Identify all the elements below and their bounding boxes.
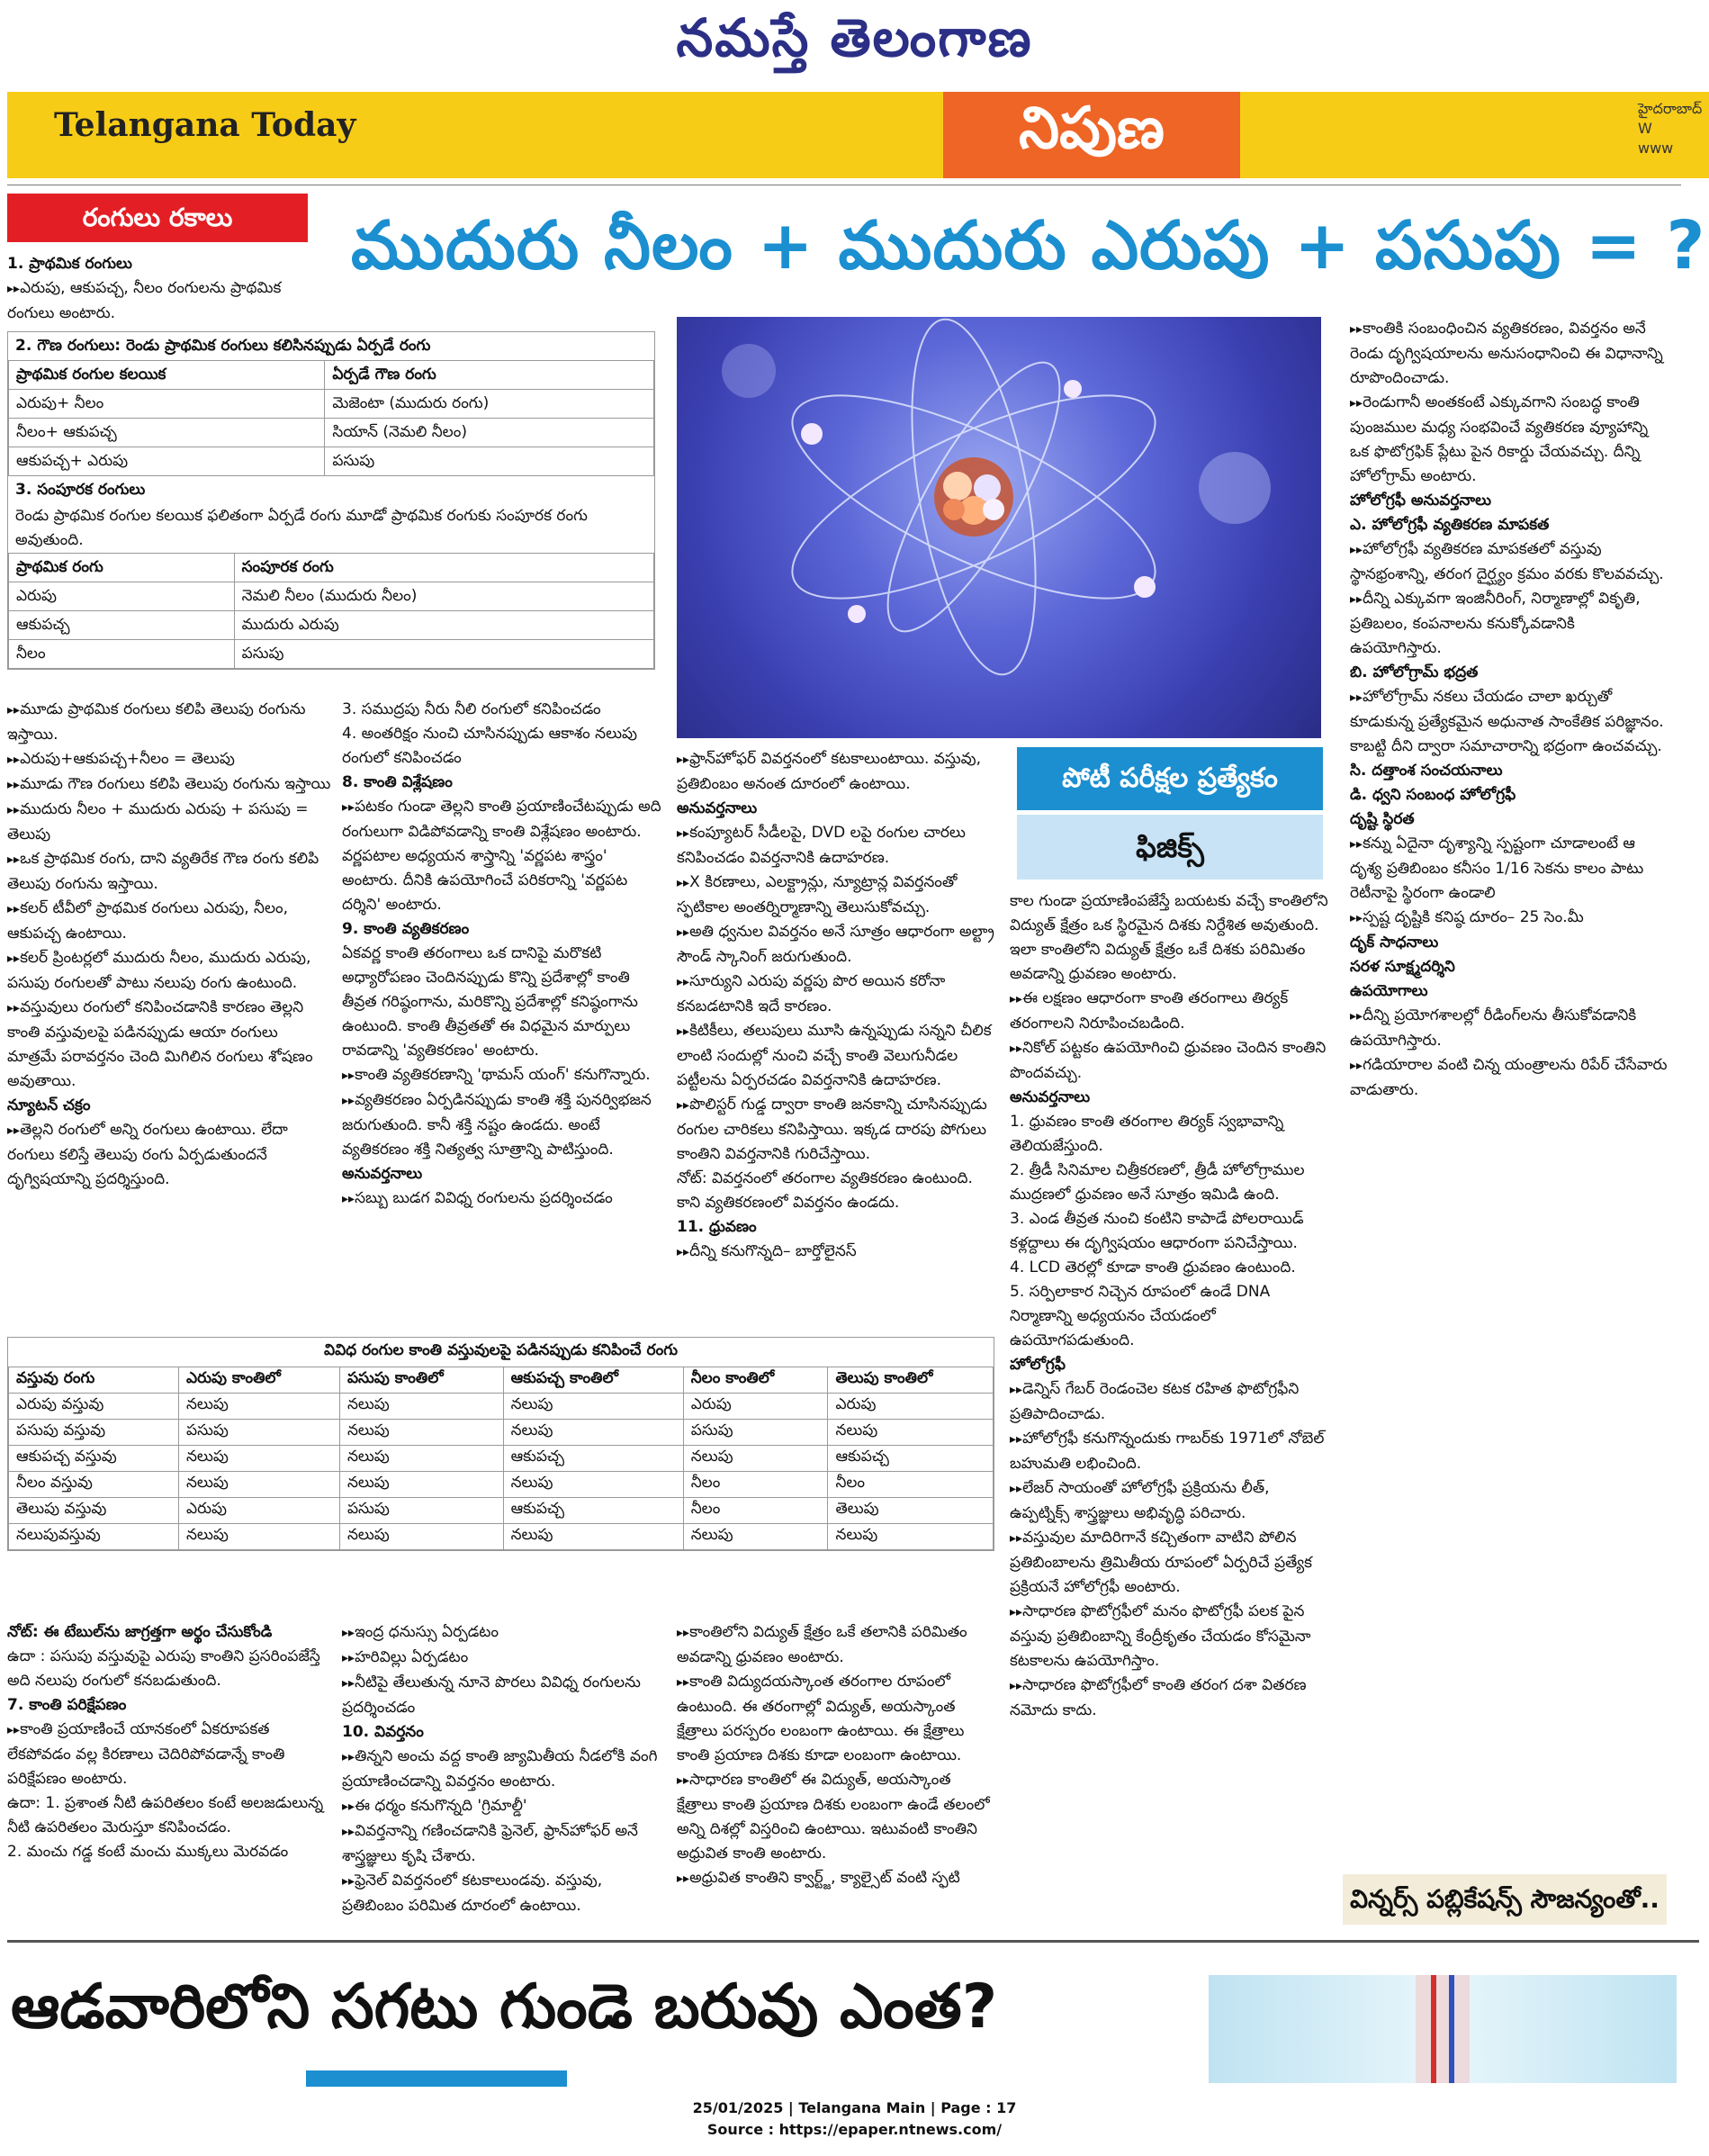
- table-cell: ఎరుపు: [683, 1394, 828, 1420]
- column-3: [677, 747, 996, 1265]
- subhead: ఎ. హోలోగ్రఫీ వ్యతికరణ మాపకత: [1350, 516, 1550, 534]
- table-cell: నలుపు: [683, 1524, 828, 1550]
- subhead: దృక్ సాధనాలు: [1350, 934, 1439, 952]
- bullet: ▸▸ హరివిల్లు ఏర్పడటం: [342, 1646, 661, 1671]
- paragraph: 4. అంతరిక్షం నుంచి చూసినప్పుడు ఆకాశం నలుపు రంగులో కనిపించడం: [342, 725, 638, 767]
- paragraph: ▸▸ ఫ్రెనెల్ వివర్తనంలో కటకాలుండవు. వస్తువు, ప్రతిబింబం పరిమిత దూరంలో ఉంటాయి.: [342, 1869, 661, 1918]
- table-row: [9, 1446, 994, 1472]
- subhead: సి. దత్తాంశ సంచయనాలు: [1350, 762, 1503, 780]
- paragraph: 2. త్రీడీ సినిమాల చిత్రీకరణలో, త్రీడీ హోలోగ్రాముల ముద్రణలో ధ్రువణం అనే సూత్రం ఇమిడి ఉంది.: [1010, 1161, 1305, 1204]
- table-cell: ఆకుపచ్చ: [828, 1446, 994, 1472]
- paragraph: ▸▸ ఈ లక్షణం ఆధారంగా కాంతి తరంగాలు తిర్యక్ తరంగాలని నిరూపించబడింది.: [1010, 987, 1329, 1036]
- paragraph: ▸▸ పొలిస్టర్ గుడ్డ ద్వారా కాంతి జనకాన్ని చూసినప్పుడు రంగుల చారికలు కనిపిస్తాయి. ఇక్కడ దారపు పోగులు కాంతిని వివర్తనానికి గురిచేస్తాయి.: [677, 1093, 996, 1167]
- table-cell: నలుపు: [339, 1446, 503, 1472]
- table-cell: నలుపువస్తువు: [9, 1524, 179, 1550]
- paragraph: ▸▸ తిన్నని అంచు వద్ద కాంతి జ్యామితీయ నీడలోకి వంగి ప్రయాణించడాన్ని వివర్తనం అంటారు.: [342, 1745, 661, 1794]
- table-cell: నలుపు: [339, 1394, 503, 1420]
- paragraph: ▸▸ సూర్యుని ఎరుపు వర్ణపు పొర అయిన కరోనా కనబడటానికి ఇదే కారణం.: [677, 970, 996, 1019]
- paragraph: ఏకవర్ణ కాంతి తరంగాలు ఒక దానిపై మరొకటి అధ్యారోపణం చెందినప్పుడు కొన్ని ప్రదేశాల్లో కాంతి తీవ్రత గరిష్ఠంగాను, మరికొన్ని ప్రదేశాల్లో కనిష్ఠంగాను ఉంటుంది. కాంతి తీవ్రతతో ఈ విధమైన మార్పులు రావడాన్ని 'వ్యతికరణం' అంటారు.: [342, 944, 638, 1060]
- table-cell: నలుపు: [828, 1524, 994, 1550]
- heart-illustration: [1209, 1975, 1677, 2083]
- next-article-label-bar: [306, 2070, 567, 2087]
- table-cell: ఎరుపు: [9, 582, 235, 611]
- table-row: [9, 1394, 994, 1420]
- table-cell: ఎరుపు+ నీలం: [9, 390, 325, 419]
- subject-badge: ఫిజిక్స్: [1017, 815, 1323, 880]
- table-cell: పసుపు వస్తువు: [9, 1420, 179, 1446]
- subhead: సరళ సూక్ష్మదర్శిని: [1350, 958, 1455, 976]
- bullet: ▸▸ మూడు గౌణ రంగులు కలిపి తెలుపు రంగును ఇస్తాయి: [7, 772, 331, 798]
- masthead: [0, 0, 1709, 90]
- subhead: అనువర్తనాలు: [677, 799, 758, 817]
- table-cell: ఆకుపచ్చ+ ఎరుపు: [9, 447, 325, 476]
- table-row: [9, 447, 654, 476]
- paragraph: 3. ఎండ తీవ్రత నుంచి కంటిని కాపాడే పోలరాయిడ్ కళ్లద్దాలు ఈ దృగ్విషయం ఆధారంగా పనిచేస్తాయి.: [1010, 1210, 1304, 1252]
- competitive-exam-badge: పోటీ పరీక్షల ప్రత్యేకం: [1017, 747, 1323, 810]
- subhead: 11. ధ్రువణం: [677, 1218, 757, 1236]
- table-header-row: [9, 1367, 994, 1394]
- paragraph: ▸▸ సాధారణ ఫొటోగ్రఫీలో మనం ఫొటోగ్రఫీ పలక పైన వస్తువు ప్రతిబింబాన్ని కేంద్రీకృతం చేయడం కోసమైనా కటకాలను ఉపయోగిస్తాం.: [1010, 1600, 1329, 1673]
- subhead: 7. కాంతి పరిక్షేపణం: [7, 1696, 127, 1714]
- table-secondary-colors: [7, 331, 655, 670]
- paragraph: 3. సముద్రపు నీరు నీలి రంగులో కనిపించడం: [342, 700, 601, 718]
- table-cell: సియాన్ (నెమలి నీలం): [325, 419, 654, 447]
- paragraph: ▸▸ పటకం గుండా తెల్లని కాంతి ప్రయాణించేటప్పుడు అది రంగులుగా విడిపోవడాన్ని కాంతి విశ్లేషణం అంటారు. వర్ణపటాల అధ్యయన శాస్త్రాన్ని 'వర్ణపట శాస్త్రం' అంటారు. దీనికి ఉపయోగించే పరికరాన్ని 'వర్ణపట దర్శిని' అంటారు.: [342, 795, 661, 917]
- table-row: [9, 1524, 994, 1550]
- bottom-column-3: [677, 1620, 996, 1891]
- telangana-today-logo: Telangana Today: [54, 106, 356, 144]
- subhead: బి. హోలోగ్రామ్ భద్రత: [1350, 663, 1479, 681]
- paragraph: ▸▸ దీన్ని కనుగొన్నది– బార్తోలైనస్: [677, 1240, 996, 1265]
- paragraph: ▸▸ తెల్లని రంగులో అన్ని రంగులు ఉంటాయి. లేదా రంగులు కలిస్తే తెలుపు రంగు ఏర్పడుతుందనే దృగ్విషయాన్ని ప్రదర్శిస్తుంది.: [7, 1118, 331, 1192]
- band-line: www: [1638, 140, 1674, 157]
- paragraph: ▸▸ వివర్తనాన్ని గణించడానికి ఫ్రెనెల్, ఫ్రాన్‌హోఫర్ అనే శాస్త్రజ్ఞులు కృషి చేశారు.: [342, 1819, 661, 1869]
- table-cell: ఎరుపు వస్తువు: [9, 1394, 179, 1420]
- table-row: [9, 611, 654, 640]
- table-row: [9, 582, 654, 611]
- table-cell: ఆకుపచ్చ: [9, 611, 235, 640]
- paragraph: ▸▸ ఫ్రాన్‌హోఫర్ వివర్తనంలో కటకాలుంటాయి. వస్తువు, ప్రతిబింబం అనంత దూరంలో ఉంటాయి.: [677, 747, 996, 797]
- paragraph: ▸▸ సాధారణ ఫొటోగ్రఫీలో కాంతి తరంగ దశా వితరణ నమోదు కాదు.: [1010, 1673, 1329, 1723]
- bottom-column-2: [342, 1620, 661, 1918]
- subhead: 8. కాంతి విశ్లేషణం: [342, 773, 453, 791]
- table-row: [9, 1498, 994, 1524]
- table-caption: 3. సంపూరక రంగులు: [15, 481, 146, 499]
- publisher-credit: విన్నర్స్ పబ్లికేషన్స్ సౌజన్యంతో..: [1343, 1874, 1667, 1925]
- subhead: అనువర్తనాలు: [342, 1165, 423, 1183]
- paragraph: ▸▸ దీన్ని ఎక్కువగా ఇంజినీరింగ్, నిర్మాణాల్లో వికృతి, ప్రతిబలం, కంపనాలను కనుక్కోవడానికి ఉపయోగిస్తారు.: [1350, 587, 1669, 661]
- paragraph: ▸▸ హోలోగ్రామ్ నకలు చేయడం చాలా ఖర్చుతో కూడుకున్న ప్రత్యేకమైన అధునాత సాంకేతిక పరిజ్ఞానం. కాబట్టి దీని ద్వారా సమాచారాన్ని భద్రంగా ఉంచవచ్చు.: [1350, 685, 1669, 759]
- table-cell: పసుపు: [234, 640, 653, 669]
- bullet: ▸▸ ఇంద్ర ధనుస్సు ఏర్పడటం: [342, 1620, 661, 1646]
- note: నోట్: ఈ టేబుల్‌ను జాగ్రత్తగా అర్థం చేసుకోండి: [7, 1623, 273, 1641]
- table-row: [9, 1420, 994, 1446]
- table-row: [9, 1472, 994, 1498]
- paragraph: 1. ధ్రువణం కాంతి తరంగాల తిర్యక్ స్వభావాన్ని తెలియజేస్తుంది.: [1010, 1113, 1284, 1155]
- table-header: తెలుపు కాంతిలో: [828, 1367, 994, 1394]
- table-header: పసుపు కాంతిలో: [339, 1367, 503, 1394]
- paragraph: కాల గుండా ప్రయాణింపజేస్తే బయటకు వచ్చే కాంతిలోని విద్యుత్ క్షేత్రం ఒక స్థిరమైన దిశకు నిర్దేశిత అవుతుంది. ఇలా కాంతిలోని విద్యుత్ క్షేత్రం ఒకే దిశకు పరిమితం అవడాన్ని ధ్రువణం అంటారు.: [1010, 892, 1328, 983]
- column-1-bullets: [7, 698, 331, 1192]
- table-cell: తెలుపు: [828, 1498, 994, 1524]
- atom-illustration: [677, 317, 1321, 738]
- subhead: హోలోగ్రఫీ: [1010, 1356, 1066, 1374]
- section-heading: రంగులు రకాలు: [7, 194, 308, 242]
- table-header: ఏర్పడే గౌణ రంగు: [325, 361, 654, 390]
- table-cell: నలుపు: [179, 1394, 340, 1420]
- bottom-column-1: [7, 1620, 331, 1864]
- band-right-text: [1638, 99, 1702, 158]
- table-header: నీలం కాంతిలో: [683, 1367, 828, 1394]
- table-cell: నలుపు: [503, 1420, 683, 1446]
- paragraph: ▸▸ రెండుగానీ అంతకంటే ఎక్కువగాని సంబద్ధ కాంతి పుంజముల మధ్య సంభవించే వ్యతికరణ వ్యూహాన్ని ఒక ఫొటోగ్రఫిక్ ప్లేటు పైన రికార్డు చేయవచ్చు. దీన్ని హోలోగ్రామ్ అంటారు.: [1350, 391, 1669, 489]
- subhead: డి. ధ్వని సంబంధ హోలోగ్రఫీ: [1350, 786, 1516, 804]
- table-cell: నలుపు: [503, 1524, 683, 1550]
- bullet: ▸▸ ఒక ప్రాథమిక రంగు, దాని వ్యతిరేక గౌణ రంగు కలిపి తెలుపు రంగును ఇస్తాయి.: [7, 847, 331, 897]
- article-headline: ముదురు నీలం + ముదురు ఎరుపు + పసుపు = ?: [351, 207, 1706, 284]
- table-cell: ముదురు ఎరుపు: [234, 611, 653, 640]
- table-caption: 2. గౌణ రంగులు: రెండు ప్రాథమిక రంగులు కలిసినప్పుడు ఏర్పడే రంగు: [15, 337, 431, 355]
- table-header: ఎరుపు కాంతిలో: [179, 1367, 340, 1394]
- table-cell: నీలం: [828, 1472, 994, 1498]
- table-row: [9, 419, 654, 447]
- table-cell: నెమలి నీలం (ముదురు నీలం): [234, 582, 653, 611]
- page-footer: [0, 2097, 1709, 2141]
- newspaper-title: నమస్తే తెలంగాణ: [676, 7, 1033, 68]
- table-cell: పసుపు: [683, 1420, 828, 1446]
- table-header: ఆకుపచ్చ కాంతిలో: [503, 1367, 683, 1394]
- paragraph: ▸▸ కాంతికి సంబంధించిన వ్యతికరణం, వివర్తనం అనే రెండు దృగ్విషయాలను అనుసంధానించి ఈ విధానాన్ని రూపొందించాడు.: [1350, 317, 1669, 391]
- paragraph: ▸▸ కంప్యూటర్ సీడీలపై, DVD లపై రంగుల చారలు కనిపించడం వివర్తనానికి ఉదాహరణ.: [677, 821, 996, 871]
- bullet: ▸▸ వస్తువులు రంగులో కనిపించడానికి కారణం తెల్లని కాంతి వస్తువులపై పడినప్పుడు ఆయా రంగులు మాత్రమే పరావర్తనం చెంది మిగిలిన రంగులు శోషణం అవుతాయి.: [7, 996, 331, 1094]
- subhead: న్యూటన్ చక్రం: [7, 1096, 91, 1114]
- subhead: 1. ప్రాథమిక రంగులు: [7, 255, 132, 273]
- table-cell: ఎరుపు: [828, 1394, 994, 1420]
- paragraph: ఉదా: 1. ప్రశాంత నీటి ఉపరితలం కంటే అలజడులున్న నీటి ఉపరితలం మెరుస్తూ కనిపించడం.: [7, 1794, 324, 1836]
- column-4: [1010, 889, 1329, 1723]
- bullet: ▸▸ కలర్ టీవీలో ప్రాథమిక రంగులు ఎరుపు, నీలం, ఆకుపచ్చ ఉంటాయి.: [7, 897, 331, 946]
- table-cell: నలుపు: [179, 1524, 340, 1550]
- paragraph: ▸▸ హోలోగ్రఫీ వ్యతికరణ మాపకతలో వస్తువు స్థానభ్రంశాన్ని, తరంగ దైర్ఘ్యం క్రమం వరకు కొలవవచ్చు.: [1350, 537, 1669, 587]
- paragraph: ఉదా : పసుపు వస్తువుపై ఎరుపు కాంతిని ప్రసరింపజేస్తే అది నలుపు రంగులో కనబడుతుంది.: [7, 1647, 320, 1690]
- bullet: ▸▸ ముదురు నీలం + ముదురు ఎరుపు + పసుపు = తెలుపు: [7, 798, 331, 847]
- subhead: దృష్టి స్థిరత: [1350, 810, 1415, 828]
- band-line: హైదరాబాద్: [1638, 100, 1703, 117]
- table-cell: నీలం: [683, 1472, 828, 1498]
- paragraph: ▸▸ నికోల్ పట్టకం ఉపయోగించి ధ్రువణం చెందిన కాంతిని పొందవచ్చు.: [1010, 1036, 1329, 1086]
- table-colors-under-light: [7, 1337, 994, 1551]
- table-cell: ఎరుపు: [179, 1498, 340, 1524]
- table-cell: నలుపు: [179, 1446, 340, 1472]
- table-header: ప్రాథమిక రంగు: [9, 554, 235, 582]
- subhead: అనువర్తనాలు: [1010, 1088, 1091, 1106]
- table-cell: తెలుపు వస్తువు: [9, 1498, 179, 1524]
- paragraph: ▸▸ గడియారాల వంటి చిన్న యంత్రాలను రిపేర్ చేసేవారు వాడుతారు.: [1350, 1053, 1669, 1103]
- paragraph: 4. LCD తెరల్లో కూడా కాంతి ధ్రువణం ఉంటుంది.: [1010, 1258, 1296, 1276]
- table-cell: పసుపు: [325, 447, 654, 476]
- table-cell: నీలం+ ఆకుపచ్చ: [9, 419, 325, 447]
- paragraph: ▸▸ కాంతి వ్యతికరణాన్ని 'థామస్ యంగ్' కనుగొన్నారు.: [342, 1063, 661, 1088]
- paragraph: ▸▸ డెన్నిస్ గేబర్ రెండంచెల కటక రహిత ఫొటోగ్రఫీని ప్రతిపాదించాడు.: [1010, 1377, 1329, 1427]
- table-cell: నీలం: [9, 640, 235, 669]
- paragraph: ▸▸ కన్ను ఏదైనా దృశ్యాన్ని స్పష్టంగా చూడాలంటే ఆ దృశ్య ప్రతిబింబం కనీసం 1/16 సెకను కాలం పాటు రెటీనాపై స్థిరంగా ఉండాలి: [1350, 832, 1669, 906]
- table-cell: నలుపు: [339, 1420, 503, 1446]
- table-cell: నలుపు: [828, 1420, 994, 1446]
- bullet: ▸▸ మూడు ప్రాథమిక రంగులు కలిపి తెలుపు రంగును ఇస్తాయి.: [7, 698, 331, 747]
- column-1: [7, 252, 660, 670]
- subhead: హోలోగ్రఫీ అనువర్తనాలు: [1350, 492, 1492, 510]
- table-cell: పసుపు: [179, 1420, 340, 1446]
- table-cell: నలుపు: [339, 1524, 503, 1550]
- table-cell: పసుపు: [339, 1498, 503, 1524]
- paragraph: ▸▸ వ్యతికరణం ఏర్పడినప్పుడు కాంతి శక్తి పునర్విభజన జరుగుతుంది. కానీ శక్తి నష్టం ఉండదు. అంటే వ్యతికరణం శక్తి నిత్యత్వ సూత్రాన్ని పాటిస్తుంది.: [342, 1088, 661, 1162]
- paragraph: ▸▸ కిటికీలు, తలుపులు మూసి ఉన్నప్పుడు సన్నని చీలిక లాంటి సందుల్లో నుంచి వచ్చే కాంతి వెలుగునీడల పట్టీలను ఏర్పరచడం వివర్తనానికి ఉదాహరణ.: [677, 1019, 996, 1093]
- paragraph: 5. సర్పిలాకార నిచ్చెన రూపంలో ఉండే DNA నిర్మాణాన్ని అధ్యయనం చేయడంలో ఉపయోగపడుతుంది.: [1010, 1283, 1271, 1349]
- table-cell: నీలం వస్తువు: [9, 1472, 179, 1498]
- paragraph: రెండు ప్రాథమిక రంగుల కలయిక ఫలితంగా ఏర్పడే రంగు మూడో ప్రాథమిక రంగుకు సంపూరక రంగు అవుతుంది.: [15, 507, 588, 549]
- table-cell: నీలం: [683, 1498, 828, 1524]
- subhead: 10. వివర్తనం: [342, 1723, 424, 1741]
- atom-icon: [677, 317, 1321, 738]
- paragraph: ▸▸ కాంతి ప్రయాణించే యానకంలో ఏకరూపకత లేకపోవడం వల్ల కిరణాలు చెదిరిపోవడాన్నే కాంతి పరిక్షేపణం అంటారు.: [7, 1718, 331, 1791]
- subhead: 9. కాంతి వ్యతికరణం: [342, 920, 470, 938]
- column-5: [1350, 317, 1669, 1103]
- bullet: ▸▸ నీటిపై తేలుతున్న నూనె పొరలు వివిధ్న రంగులను ప్రదర్శించడం: [342, 1671, 661, 1720]
- paragraph: ▸▸ లేజర్ సాయంతో హోలోగ్రఫీ ప్రక్రియను లీత్, ఉప్పట్నిక్స్ శాస్త్రజ్ఞులు అభివృద్ధి పరిచారు.: [1010, 1476, 1329, 1526]
- paragraph: ▸▸ దీన్ని ప్రయోగశాలల్లో రీడింగ్‌లను తీసుకోవడానికి ఉపయోగిస్తారు.: [1350, 1004, 1669, 1053]
- paragraph: ▸▸ అతి ధ్వనుల వివర్తనం అనే సూత్రం ఆధారంగా అల్ట్రా సౌండ్ స్కానింగ్ జరుగుతుంది.: [677, 920, 996, 970]
- table-cell: ఆకుపచ్చ: [503, 1446, 683, 1472]
- paragraph: ▸▸ కాంతిలోని విద్యుత్ క్షేత్రం ఒకే తలానికి పరిమితం అవడాన్ని ధ్రువణం అంటారు.: [677, 1620, 996, 1670]
- paragraph: ▸▸ ఎరుపు, ఆకుపచ్చ, నీలం రంగులను ప్రాథమిక రంగులు అంటారు.: [7, 276, 331, 326]
- table-cell: నలుపు: [179, 1472, 340, 1498]
- table-cell: నలుపు: [503, 1472, 683, 1498]
- supplement-title: నిపుణ: [1019, 95, 1165, 162]
- paragraph: ▸▸ అధ్రువిత కాంతిని క్వార్ట్జ్, క్యాల్సైట్ వంటి స్ఫటి: [677, 1866, 996, 1891]
- divider: [7, 1940, 1699, 1943]
- footer-source: Source : https://epaper.ntnews.com/: [706, 2121, 1003, 2138]
- bullet: ▸▸ కలర్ ప్రింటర్లలో ముదురు నీలం, ముదురు ఎరుపు, పసుపు రంగులతో పాటు నలుపు రంగు ఉంటుంది.: [7, 946, 331, 996]
- paragraph: ▸▸ ఈ ధర్మం కనుగొన్నది 'గ్రిమాల్డీ': [342, 1794, 661, 1819]
- paragraph: 2. మంచు గడ్డ కంటే మంచు ముక్కలు మెరవడం: [7, 1843, 289, 1861]
- heart-anatomy-icon: [1209, 1975, 1677, 2083]
- paragraph: ▸▸ హోలోగ్రఫీ కనుగొన్నందుకు గాబర్‌కు 1971లో నోబెల్ బహుమతి లభించింది.: [1010, 1427, 1329, 1476]
- table-cell: ఆకుపచ్చ: [503, 1498, 683, 1524]
- paragraph: ▸▸ కాంతి విద్యుదయస్కాంత తరంగాల రూపంలో ఉంటుంది. ఈ తరంగాల్లో విద్యుత్, అయస్కాంత క్షేత్రాలు పరస్పరం లంబంగా ఉంటాయి. ఈ క్షేత్రాలు కాంతి ప్రయాణ దిశకు కూడా లంబంగా ఉంటాయి.: [677, 1670, 996, 1768]
- table-header: సంపూరక రంగు: [234, 554, 653, 582]
- paragraph: ▸▸ సాధారణ కాంతిలో ఈ విద్యుత్, అయస్కాంత క్షేత్రాలు కాంతి ప్రయాణ దిశకు లంబంగా ఉండే తలంలో అన్ని దిశల్లో విస్తరించి ఉంటాయి. ఇటువంటి కాంతిని అధ్రువిత కాంతి అంటారు.: [677, 1768, 996, 1866]
- column-2: [342, 698, 661, 1212]
- paragraph: ▸▸ వస్తువుల మాదిరిగానే కచ్చితంగా వాటిని పోలిన ప్రతిబింబాలను త్రిమితీయ రూపంలో ఏర్పరిచే ప్రత్యేక ప్రక్రియనే హోలోగ్రఫీ అంటారు.: [1010, 1526, 1329, 1600]
- paragraph: ▸▸ సబ్బు బుడగ వివిధ్న రంగులను ప్రదర్శించడం: [342, 1186, 661, 1212]
- table-header: ప్రాథమిక రంగుల కలయిక: [9, 361, 325, 390]
- subhead: ఉపయోగాలు: [1350, 982, 1428, 1000]
- table-caption: వివిధ రంగుల కాంతి వస్తువులపై పడినప్పుడు కనిపించే రంగు: [324, 1341, 678, 1359]
- table-cell: ఆకుపచ్చ వస్తువు: [9, 1446, 179, 1472]
- table-cell: నలుపు: [683, 1446, 828, 1472]
- table-cell: నలుపు: [503, 1394, 683, 1420]
- next-article-headline: ఆడవారిలోని సగటు గుండె బరువు ఎంత?: [11, 1971, 998, 2043]
- table-cell: నలుపు: [339, 1472, 503, 1498]
- bullet: ▸▸ ఎరుపు+ఆకుపచ్చ+నీలం = తెలుపు: [7, 747, 331, 772]
- footer-date-page: 25/01/2025 | Telangana Main | Page : 17: [692, 2099, 1017, 2116]
- band-line: W: [1638, 120, 1652, 137]
- table-header: వస్తువు రంగు: [9, 1367, 179, 1394]
- paragraph: ▸▸ X కిరణాలు, ఎలక్ట్రాన్లు, న్యూట్రాన్ల వివర్తనంతో స్ఫటికాల అంతర్నిర్మాణాన్ని తెలుసుకోవచ్చు.: [677, 871, 996, 920]
- table-row: [9, 640, 654, 669]
- paragraph: నోట్: వివర్తనంలో తరంగాల వ్యతికరణం ఉంటుంది. కాని వ్యతికరణంలో వివర్తనం ఉండదు.: [677, 1169, 973, 1212]
- table-row: [9, 390, 654, 419]
- paragraph: ▸▸ స్పష్ట దృష్టికి కనిష్ఠ దూరం– 25 సెం.మీ: [1350, 906, 1669, 931]
- table-cell: మెజెంటా (ముదురు రంగు): [325, 390, 654, 419]
